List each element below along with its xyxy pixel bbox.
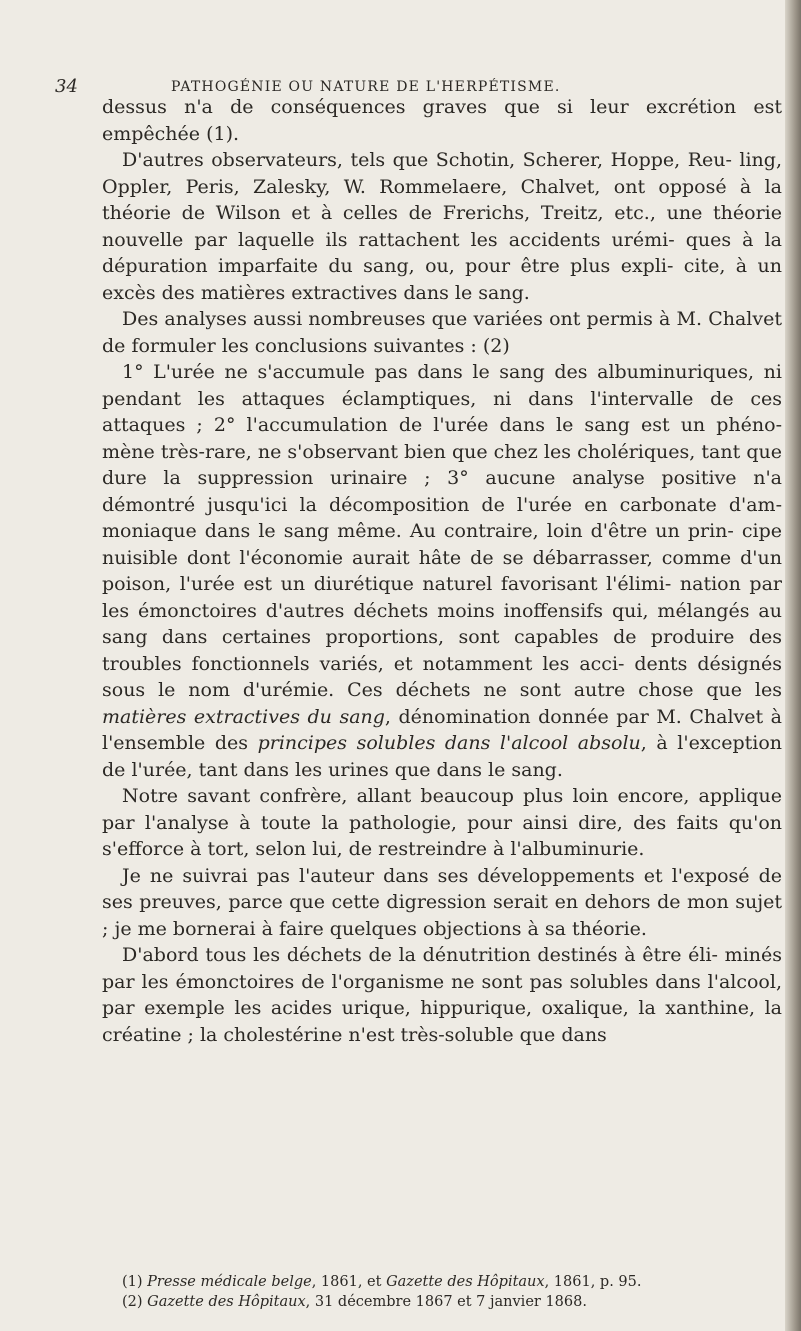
footnotes	[122, 1272, 762, 1312]
paragraph	[102, 147, 782, 306]
italic-text: matières extractives du sang	[102, 705, 385, 728]
text-run: , à l'exception de l'urée, tant dans les urines que dans le sang.	[102, 732, 782, 781]
paragraph	[102, 94, 782, 147]
paragraph	[102, 783, 782, 863]
text-run: Des analyses aussi nombreuses que variées ont permis à M. Chalvet de formuler les conclusions suivantes : (2)	[102, 308, 782, 357]
text-run: 1° L'urée ne s'accumule pas dans le sang des albuminuriques, ni pendant les attaques éclamptiques, ni dans l'intervalle de ces attaques ; 2° l'accumulation de l'urée dans le sang est un phéno- mène très-rare, ne s'observant bien que chez les cholériques, tant que dure la suppression urinaire ; 3° aucune analyse positive n'a démontré jusqu'ici la décomposition de l'urée en carbonate d'am- moniaque dans le sang même. Au contraire, loin d'être un prin- cipe nuisible dont l'économie aurait hâte de se débarrasser, comme d'un poison, l'urée est un diurétique naturel favorisant l'élimi- nation par les émonctoires d'autres déchets moins inoffensifs qui, mélangés au sang dans certaines proportions, sont capables de produire des troubles fonctionnels variés, et notamment les acci- dents désignés sous le nom d'urémie. Ces déchets ne sont autre chose que les	[102, 361, 782, 701]
paragraph	[102, 306, 782, 359]
text-run: Notre savant confrère, allant beaucoup plus loin encore, applique par l'analyse à toute la pathologie, pour ainsi dire, des faits qu'on s'efforce à tort, selon lui, de restreindre à l'albuminurie.	[102, 785, 782, 860]
page-number: 34	[55, 76, 78, 97]
text-run: , 31 décembre 1867 et 7 janvier 1868.	[305, 1294, 587, 1310]
footnote	[122, 1292, 762, 1312]
italic-text: Gazette des Hôpitaux	[147, 1294, 306, 1310]
italic-text: Gazette des Hôpitaux	[386, 1274, 545, 1290]
italic-text: Presse médicale belge	[147, 1274, 312, 1290]
paragraph	[102, 942, 782, 1048]
text-run: (2)	[122, 1294, 148, 1310]
running-title: PATHOGÉNIE OU NATURE DE L'HERPÉTISME.	[171, 79, 561, 95]
footnote	[122, 1272, 762, 1292]
text-run: , dénomination donnée par M. Chalvet à l'ensemble des	[102, 705, 782, 754]
paragraph	[102, 863, 782, 943]
paragraph	[102, 359, 782, 783]
body-text	[102, 94, 782, 1048]
text-run: , 1861, p. 95.	[544, 1274, 642, 1290]
text-run: Je ne suivrai pas l'auteur dans ses développements et l'exposé de ses preuves, parce que cette digression serait en dehors de mon sujet ; je me bornerai à faire quelques objections à sa théorie.	[102, 864, 782, 940]
text-run: , 1861, et	[311, 1274, 387, 1290]
page-edge	[785, 0, 801, 1331]
page-header	[55, 76, 755, 96]
text-run: D'abord tous les déchets de la dénutrition destinés à être éli- minés par les émonctoires de l'organisme ne sont pas solubles dans l'alcool, par exemple les acides urique, hippurique, oxalique, la xanthine, la créatine ; la cholestérine n'est très-soluble que dans	[102, 944, 782, 1046]
text-run: D'autres observateurs, tels que Schotin, Scherer, Hoppe, Reu- ling, Oppler, Peris, Zalesky, W. Rommelaere, Chalvet, ont opposé à la théorie de Wilson et à celles de Frerichs, Treitz, etc., une théorie nouvelle par laquelle ils rattachent les accidents urémi- ques à la dépuration imparfaite du sang, ou, pour être plus expli- cite, à un excès des matières extractives dans le sang.	[102, 149, 782, 304]
text-run: dessus n'a de conséquences graves que si leur excrétion est empêchée (1).	[102, 96, 782, 145]
text-run: (1)	[122, 1274, 148, 1290]
italic-text: principes solubles dans l'alcool absolu	[257, 732, 641, 754]
